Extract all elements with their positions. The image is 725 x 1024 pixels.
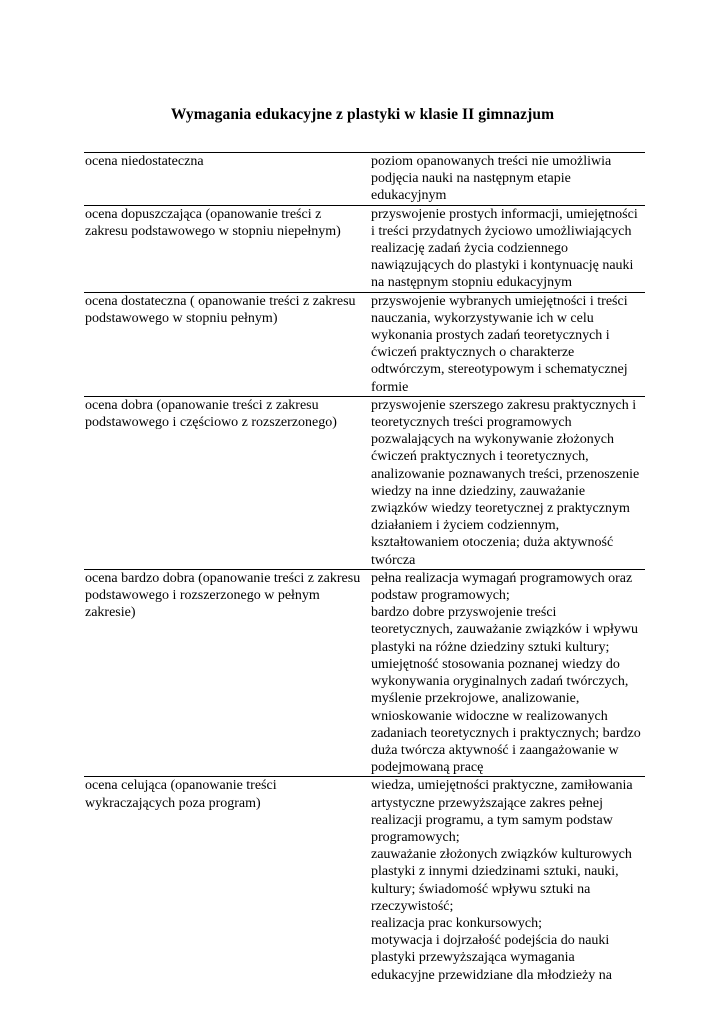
description-paragraph: zauważanie złożonych związków kulturowych plastyki z innymi dziedzinami sztuki, nauki, kultury; świadomość wpływu sztuki na rzeczywistość; [371, 847, 632, 914]
description-cell [367, 153, 645, 206]
grade-cell: ocena dostateczna ( opanowanie treści z zakresu podstawowego w stopniu pełnym) [84, 292, 367, 396]
table-body [84, 153, 645, 984]
grade-cell: ocena celująca (opanowanie treści wykraczających poza program) [84, 777, 367, 984]
description-paragraph: motywacja i dojrzałość podejścia do nauki plastyki przewyższająca wymagania edukacyjne przewidziane dla młodzieży na [371, 933, 612, 983]
description-cell [367, 569, 645, 776]
table-row [84, 777, 645, 984]
description-paragraph: przyswojenie wybranych umiejętności i treści nauczania, wykorzystywanie ich w celu wykonania prostych zadań teoretycznych i ćwiczeń praktycznych o charakterze odtwórczym, stereotypowym i schematycznej formie [371, 293, 628, 395]
table-row [84, 205, 645, 292]
description-paragraph: pełna realizacja wymagań programowych oraz podstaw programowych; [371, 570, 633, 604]
description-paragraph: wiedza, umiejętności praktyczne, zamiłowania artystyczne przewyższające zakres pełnej realizacji programu, a tym samym podstaw programowych; [371, 778, 633, 845]
description-cell [367, 205, 645, 292]
description-cell [367, 777, 645, 984]
grade-cell: ocena niedostateczna [84, 153, 367, 206]
table-row [84, 396, 645, 569]
description-cell [367, 396, 645, 569]
description-paragraph: poziom opanowanych treści nie umożliwia podjęcia nauki na następnym etapie edukacyjnym [371, 154, 612, 204]
grades-requirements-table [84, 152, 645, 984]
page-title: Wymagania edukacyjne z plastyki w klasie II gimnazjum [170, 106, 555, 123]
grade-cell: ocena dopuszczająca (opanowanie treści z zakresu podstawowego w stopniu niepełnym) [84, 205, 367, 292]
description-paragraph: realizacja prac konkursowych; [371, 915, 543, 931]
table-row [84, 153, 645, 206]
grade-cell: ocena dobra (opanowanie treści z zakresu podstawowego i częściowo z rozszerzonego) [84, 396, 367, 569]
table-row [84, 292, 645, 396]
description-paragraph: przyswojenie szerszego zakresu praktycznych i teoretycznych treści programowych pozwalających na wykonywanie złożonych ćwiczeń praktycznych i teoretycznych, analizowanie poznawanych treści, przenoszenie wiedzy na inne dziedziny, zauważanie związków wiedzy teoretycznej z praktycznym działaniem i życiem codziennym, kształtowaniem otoczenia; duża aktywność twórcza [371, 397, 640, 568]
grade-cell: ocena bardzo dobra (opanowanie treści z zakresu podstawowego i rozszerzonego w pełnym zakresie) [84, 569, 367, 776]
description-cell [367, 292, 645, 396]
description-paragraph: bardzo dobre przyswojenie treści teoretycznych, zauważanie związków i wpływu plastyki na różne dziedziny sztuki kultury; umiejętność stosowania poznanej wiedzy do wykonywania oryginalnych zadań twórczych, myślenie przekrojowe, analizowanie, wnioskowanie widoczne w realizowanych zadaniach teoretycznych i praktycznych; bardzo duża twórcza aktywność i zaangażowanie w podejmowaną pracę [371, 605, 641, 776]
table-row [84, 569, 645, 776]
description-paragraph: przyswojenie prostych informacji, umiejętności i treści przydatnych życiowo umożliwiających realizację zadań życia codziennego nawiązujących do plastyki i kontynuację nauki na następnym stopniu edukacyjnym [371, 206, 638, 291]
